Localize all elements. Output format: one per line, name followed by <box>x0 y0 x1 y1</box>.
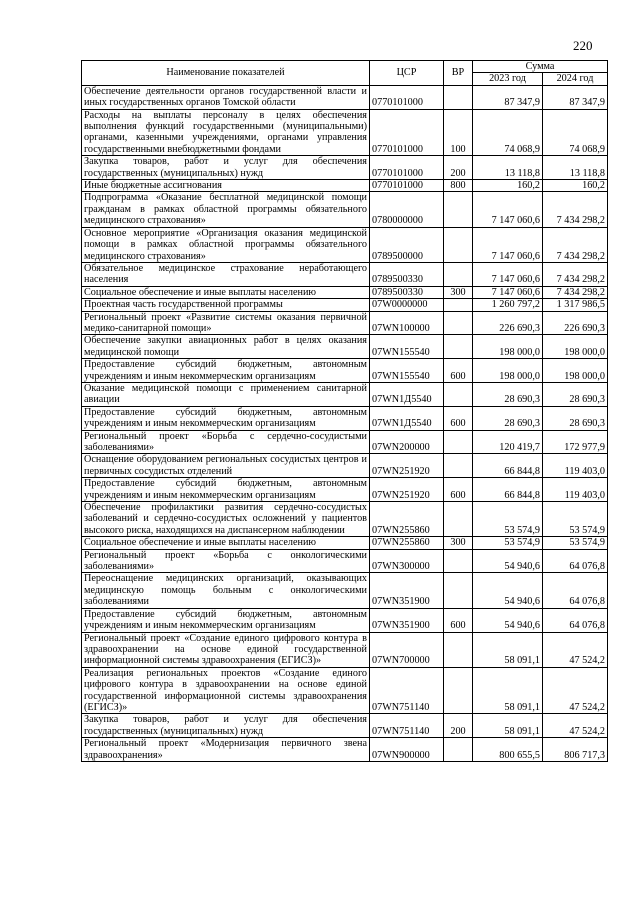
row-sum-2023: 87 347,9 <box>473 85 543 109</box>
table-row <box>82 454 608 478</box>
row-vr: 300 <box>444 537 473 549</box>
row-name: Обеспечение деятельности органов государственной власти и иных государственных органов Томской области <box>82 85 370 109</box>
row-vr <box>444 549 473 573</box>
row-sum-2024: 47 524,2 <box>543 632 608 667</box>
page-number: 220 <box>573 38 593 53</box>
row-vr <box>444 454 473 478</box>
row-csr: 07WN155540 <box>370 359 444 383</box>
row-csr: 07WN700000 <box>370 632 444 667</box>
row-name: Социальное обеспечение и иные выплаты населению <box>82 286 370 298</box>
table-row <box>82 573 608 608</box>
row-vr: 600 <box>444 478 473 502</box>
row-name: Иные бюджетные ассигнования <box>82 180 370 192</box>
row-vr <box>444 382 473 406</box>
row-sum-2024: 28 690,3 <box>543 406 608 430</box>
row-vr <box>444 85 473 109</box>
row-csr: 07W0000000 <box>370 299 444 311</box>
table-row <box>82 714 608 738</box>
row-name: Переоснащение медицинских организаций, оказывающих медицинскую помощь больным с онкологическими заболеваниями <box>82 573 370 608</box>
row-csr: 07WN1Д5540 <box>370 382 444 406</box>
row-vr: 200 <box>444 156 473 180</box>
row-csr: 0770101000 <box>370 109 444 156</box>
row-vr <box>444 192 473 227</box>
row-name: Региональный проект «Борьба с сердечно-сосудистыми заболеваниями» <box>82 430 370 454</box>
row-sum-2023: 58 091,1 <box>473 632 543 667</box>
row-sum-2023: 800 655,5 <box>473 738 543 762</box>
row-csr: 07WN300000 <box>370 549 444 573</box>
row-sum-2024: 119 403,0 <box>543 478 608 502</box>
table-row <box>82 286 608 298</box>
row-name: Региональный проект «Модернизация первичного звена здравоохранения» <box>82 738 370 762</box>
row-vr <box>444 667 473 714</box>
row-sum-2023: 58 091,1 <box>473 714 543 738</box>
table-row <box>82 478 608 502</box>
row-vr: 300 <box>444 286 473 298</box>
row-csr: 07WN751140 <box>370 714 444 738</box>
row-vr <box>444 573 473 608</box>
budget-table <box>81 60 608 762</box>
row-sum-2024: 7 434 298,2 <box>543 262 608 286</box>
row-vr <box>444 738 473 762</box>
row-csr: 07WN251920 <box>370 454 444 478</box>
row-sum-2024: 160,2 <box>543 180 608 192</box>
table-row <box>82 156 608 180</box>
row-sum-2024: 74 068,9 <box>543 109 608 156</box>
row-csr: 0789500330 <box>370 286 444 298</box>
header-sum: Сумма <box>473 61 608 73</box>
row-sum-2023: 66 844,8 <box>473 454 543 478</box>
row-csr: 07WN155540 <box>370 335 444 359</box>
row-sum-2024: 64 076,8 <box>543 549 608 573</box>
table-row <box>82 430 608 454</box>
row-name: Предоставление субсидий бюджетным, автономным учреждениям и иным некоммерческим организациям <box>82 359 370 383</box>
table-header <box>82 61 608 86</box>
row-sum-2023: 226 690,3 <box>473 311 543 335</box>
table-row <box>82 180 608 192</box>
row-sum-2024: 87 347,9 <box>543 85 608 109</box>
row-vr <box>444 299 473 311</box>
row-sum-2024: 53 574,9 <box>543 537 608 549</box>
row-name: Социальное обеспечение и иные выплаты населению <box>82 537 370 549</box>
row-sum-2024: 172 977,9 <box>543 430 608 454</box>
table-body <box>82 85 608 761</box>
header-csr: ЦСР <box>370 61 444 86</box>
row-vr <box>444 311 473 335</box>
row-csr: 07WN1Д5540 <box>370 406 444 430</box>
row-csr: 07WN255860 <box>370 502 444 537</box>
row-sum-2024: 13 118,8 <box>543 156 608 180</box>
row-vr: 600 <box>444 608 473 632</box>
row-name: Проектная часть государственной программы <box>82 299 370 311</box>
row-name: Закупка товаров, работ и услуг для обеспечения государственных (муниципальных) нужд <box>82 156 370 180</box>
row-name: Региональный проект «Борьба с онкологическими заболеваниями» <box>82 549 370 573</box>
header-vr: ВР <box>444 61 473 86</box>
row-sum-2024: 7 434 298,2 <box>543 286 608 298</box>
row-vr <box>444 632 473 667</box>
row-sum-2023: 28 690,3 <box>473 406 543 430</box>
row-sum-2024: 64 076,8 <box>543 573 608 608</box>
header-name: Наименование показателей <box>82 61 370 86</box>
row-sum-2024: 7 434 298,2 <box>543 192 608 227</box>
row-name: Предоставление субсидий бюджетным, автономным учреждениям и иным некоммерческим организациям <box>82 406 370 430</box>
row-sum-2023: 7 147 060,6 <box>473 286 543 298</box>
row-sum-2023: 54 940,6 <box>473 573 543 608</box>
row-sum-2024: 64 076,8 <box>543 608 608 632</box>
table-row <box>82 109 608 156</box>
row-sum-2024: 226 690,3 <box>543 311 608 335</box>
table-row <box>82 667 608 714</box>
row-name: Оснащение оборудованием региональных сосудистых центров и первичных сосудистых отделений <box>82 454 370 478</box>
row-vr: 800 <box>444 180 473 192</box>
row-sum-2023: 1 260 797,2 <box>473 299 543 311</box>
table-row <box>82 738 608 762</box>
row-csr: 0789500000 <box>370 227 444 262</box>
row-csr: 07WN251920 <box>370 478 444 502</box>
table-row <box>82 311 608 335</box>
row-csr: 07WN751140 <box>370 667 444 714</box>
row-sum-2023: 54 940,6 <box>473 549 543 573</box>
row-csr: 07WN100000 <box>370 311 444 335</box>
row-sum-2024: 198 000,0 <box>543 359 608 383</box>
row-vr <box>444 262 473 286</box>
row-sum-2023: 198 000,0 <box>473 335 543 359</box>
table-row <box>82 382 608 406</box>
row-sum-2024: 47 524,2 <box>543 714 608 738</box>
row-sum-2024: 28 690,3 <box>543 382 608 406</box>
row-sum-2023: 7 147 060,6 <box>473 262 543 286</box>
table-row <box>82 262 608 286</box>
row-csr: 07WN200000 <box>370 430 444 454</box>
table-row <box>82 85 608 109</box>
row-sum-2024: 806 717,3 <box>543 738 608 762</box>
row-vr: 200 <box>444 714 473 738</box>
row-csr: 0770101000 <box>370 156 444 180</box>
row-sum-2023: 58 091,1 <box>473 667 543 714</box>
table-row <box>82 537 608 549</box>
row-name: Расходы на выплаты персоналу в целях обеспечения выполнения функций государственными (муниципальными) органами, казенными учреждениями, органами управления государственными внебюджетными фондами <box>82 109 370 156</box>
row-sum-2023: 120 419,7 <box>473 430 543 454</box>
row-csr: 0770101000 <box>370 85 444 109</box>
table-row <box>82 502 608 537</box>
row-sum-2023: 74 068,9 <box>473 109 543 156</box>
row-csr: 07WN351900 <box>370 573 444 608</box>
row-name: Обязательное медицинское страхование неработающего населения <box>82 262 370 286</box>
row-sum-2023: 7 147 060,6 <box>473 227 543 262</box>
row-name: Предоставление субсидий бюджетным, автономным учреждениям и иным некоммерческим организациям <box>82 608 370 632</box>
row-name: Региональный проект «Создание единого цифрового контура в здравоохранении на основе единой государственной информационной системы здравоохранения (ЕГИСЗ)» <box>82 632 370 667</box>
table-row <box>82 359 608 383</box>
row-vr <box>444 430 473 454</box>
row-sum-2024: 198 000,0 <box>543 335 608 359</box>
row-sum-2023: 160,2 <box>473 180 543 192</box>
row-sum-2023: 53 574,9 <box>473 502 543 537</box>
row-csr: 0780000000 <box>370 192 444 227</box>
row-csr: 07WN255860 <box>370 537 444 549</box>
table-row <box>82 549 608 573</box>
row-sum-2023: 7 147 060,6 <box>473 192 543 227</box>
row-name: Обеспечение профилактики развития сердечно-сосудистых заболеваний и сердечно-сосудистых осложнений у пациентов высокого риска, находящихся на диспансерном наблюдении <box>82 502 370 537</box>
row-csr: 07WN900000 <box>370 738 444 762</box>
row-sum-2023: 54 940,6 <box>473 608 543 632</box>
row-sum-2024: 1 317 986,5 <box>543 299 608 311</box>
header-year-2023: 2023 год <box>473 73 543 85</box>
header-year-2024: 2024 год <box>543 73 608 85</box>
table-row <box>82 632 608 667</box>
table-row <box>82 192 608 227</box>
row-vr <box>444 335 473 359</box>
row-csr: 0789500330 <box>370 262 444 286</box>
row-sum-2024: 47 524,2 <box>543 667 608 714</box>
table-row <box>82 299 608 311</box>
row-sum-2024: 53 574,9 <box>543 502 608 537</box>
row-vr: 100 <box>444 109 473 156</box>
row-vr <box>444 502 473 537</box>
row-sum-2023: 53 574,9 <box>473 537 543 549</box>
row-name: Региональный проект «Развитие системы оказания первичной медико-санитарной помощи» <box>82 311 370 335</box>
row-name: Обеспечение закупки авиационных работ в целях оказания медицинской помощи <box>82 335 370 359</box>
row-sum-2023: 66 844,8 <box>473 478 543 502</box>
row-sum-2023: 28 690,3 <box>473 382 543 406</box>
row-name: Реализация региональных проектов «Создание единого цифрового контура в здравоохранении на основе единой государственной информационной системы здравоохранения (ЕГИСЗ)» <box>82 667 370 714</box>
row-name: Предоставление субсидий бюджетным, автономным учреждениям и иным некоммерческим организациям <box>82 478 370 502</box>
row-sum-2023: 13 118,8 <box>473 156 543 180</box>
table-row <box>82 335 608 359</box>
row-name: Оказание медицинской помощи с применением санитарной авиации <box>82 382 370 406</box>
row-name: Основное мероприятие «Организация оказания медицинской помощи в рамках областной программы обязательного медицинского страхования» <box>82 227 370 262</box>
row-csr: 07WN351900 <box>370 608 444 632</box>
table-row <box>82 608 608 632</box>
row-vr <box>444 227 473 262</box>
row-sum-2024: 119 403,0 <box>543 454 608 478</box>
row-vr: 600 <box>444 359 473 383</box>
row-sum-2023: 198 000,0 <box>473 359 543 383</box>
row-vr: 600 <box>444 406 473 430</box>
row-name: Подпрограмма «Оказание бесплатной медицинской помощи гражданам в рамках областной программы обязательного медицинского страхования» <box>82 192 370 227</box>
row-csr: 0770101000 <box>370 180 444 192</box>
table-row <box>82 406 608 430</box>
row-name: Закупка товаров, работ и услуг для обеспечения государственных (муниципальных) нужд <box>82 714 370 738</box>
row-sum-2024: 7 434 298,2 <box>543 227 608 262</box>
table-row <box>82 227 608 262</box>
